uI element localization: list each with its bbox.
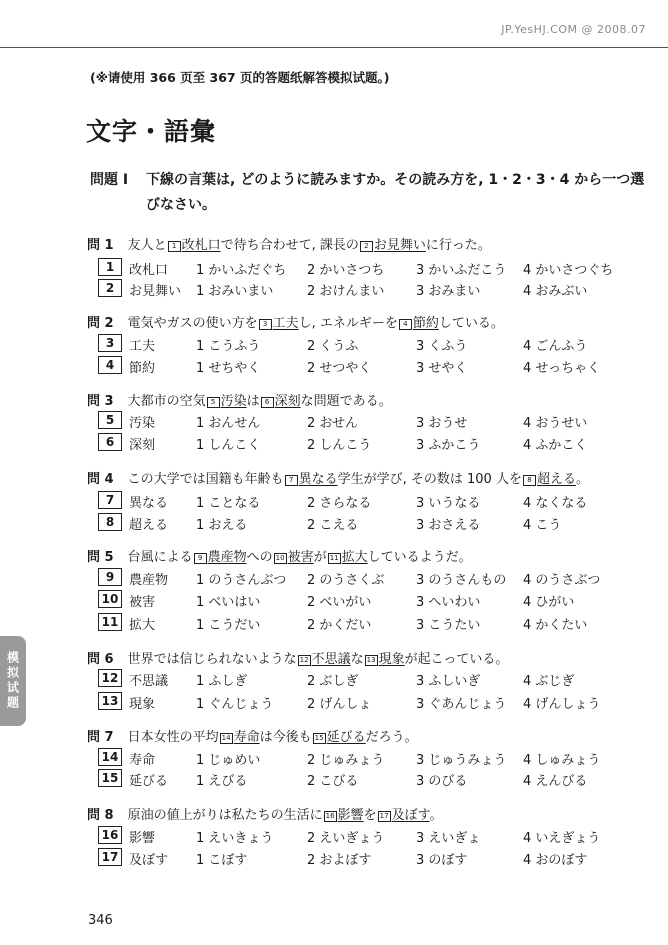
underlined-word: 寿命 — [233, 730, 260, 745]
answer-option[interactable]: 2 じゅみょう — [307, 753, 385, 768]
answer-row — [98, 513, 618, 533]
sentence-text: この大学では国籍も年齢も — [127, 472, 284, 487]
answer-option[interactable]: 1 かいふだぐち — [196, 263, 287, 278]
answer-option[interactable]: 4 おのぼす — [523, 853, 588, 868]
item-word: 汚染 — [129, 416, 156, 431]
answer-option[interactable]: 3 ぐあんじょう — [416, 697, 507, 712]
underlined-word: 拡大 — [341, 550, 368, 565]
answer-option[interactable]: 2 のうさくぶ — [307, 573, 385, 588]
answer-option[interactable]: 1 こうだい — [196, 618, 261, 633]
inline-number-box: 2 — [360, 241, 373, 252]
sentence-text: 電気やガスの使い方を — [127, 316, 258, 331]
answer-option[interactable]: 3 おみまい — [416, 284, 481, 299]
answer-option[interactable]: 2 かいさつち — [307, 263, 385, 278]
answer-option[interactable]: 3 ふかこう — [416, 438, 481, 453]
item-word: 節約 — [129, 361, 156, 376]
item-number-box: 9 — [98, 568, 122, 586]
underlined-word: 改札口 — [181, 238, 221, 253]
underlined-word: 異なる — [298, 472, 338, 487]
inline-number-box: 10 — [274, 553, 287, 564]
answer-option[interactable]: 3 じゅうみょう — [416, 753, 507, 768]
answer-option[interactable]: 4 ごんふう — [523, 339, 588, 354]
underlined-word: 超える — [536, 472, 576, 487]
answer-row — [98, 692, 618, 712]
underlined-word: 節約 — [412, 316, 439, 331]
answer-option[interactable]: 4 ふかこく — [523, 438, 588, 453]
answer-option[interactable]: 1 おみいまい — [196, 284, 274, 299]
question-label: 問 8 — [87, 808, 114, 823]
sentence-text: で待ち合わせて, 課長の — [220, 238, 359, 253]
answer-option[interactable]: 2 おけんまい — [307, 284, 385, 299]
item-word: 現象 — [129, 697, 156, 712]
item-number-box: 14 — [98, 748, 122, 766]
inline-number-box: 16 — [324, 811, 337, 822]
answer-option[interactable]: 1 ふしぎ — [196, 674, 248, 689]
item-word: 寿命 — [129, 753, 156, 768]
sentence-text: が起こっている。 — [404, 652, 509, 667]
sentence-text: な問題である。 — [300, 394, 392, 409]
answer-option[interactable]: 2 せつやく — [307, 361, 372, 376]
item-word: 工夫 — [129, 339, 156, 354]
inline-number-box: 15 — [313, 733, 326, 744]
question-label: 問 6 — [87, 652, 114, 667]
item-number-box: 17 — [98, 848, 122, 866]
answer-option[interactable]: 2 げんしょ — [307, 697, 372, 712]
underlined-word: 延びる — [326, 730, 366, 745]
underlined-word: 被害 — [287, 550, 314, 565]
answer-row — [98, 356, 618, 376]
answer-option[interactable]: 4 かいさつぐち — [523, 263, 614, 278]
sentence-text: は今後も — [259, 730, 312, 745]
answer-option[interactable]: 4 おうせい — [523, 416, 588, 431]
answer-option[interactable]: 2 かくだい — [307, 618, 372, 633]
underlined-word: 汚染 — [220, 394, 247, 409]
mondai-label: 問題 I — [90, 172, 129, 188]
answer-row — [98, 568, 618, 588]
watermark: JP.YesHJ.COM @ 2008.07 — [501, 23, 646, 36]
question-header — [87, 648, 508, 667]
answer-option[interactable]: 4 かくたい — [523, 618, 588, 633]
answer-option[interactable]: 3 のぼす — [416, 853, 468, 868]
item-number-box: 4 — [98, 356, 122, 374]
section-title: 文字・語彙 — [86, 117, 217, 146]
inline-number-box: 7 — [285, 475, 298, 486]
question-header — [87, 546, 472, 565]
item-word: 不思議 — [129, 674, 169, 689]
answer-option[interactable]: 3 せやく — [416, 361, 468, 376]
item-word: 被害 — [129, 595, 156, 610]
question-label: 問 5 — [87, 550, 114, 565]
item-word: 改札口 — [129, 263, 169, 278]
answer-option[interactable]: 3 ふしいぎ — [416, 674, 481, 689]
sentence-text: しているようだ。 — [367, 550, 472, 565]
underlined-word: 深刻 — [274, 394, 301, 409]
item-word: 深刻 — [129, 438, 156, 453]
item-number-box: 1 — [98, 258, 122, 276]
answer-row — [98, 411, 618, 431]
answer-option[interactable]: 1 おえる — [196, 518, 248, 533]
answer-row — [98, 279, 618, 299]
underlined-word: 不思議 — [311, 652, 351, 667]
sentence-text: 原油の値上がりは私たちの生活に — [127, 808, 323, 823]
answer-option[interactable]: 1 じゅめい — [196, 753, 261, 768]
answer-row — [98, 433, 618, 453]
sentence-text: は — [246, 394, 260, 409]
answer-option[interactable]: 1 えびる — [196, 774, 248, 789]
question-header — [87, 234, 491, 253]
question-header — [87, 468, 589, 487]
answer-row — [98, 613, 618, 633]
item-number-box: 8 — [98, 513, 122, 531]
sentence-text: し, エネルギーを — [298, 316, 398, 331]
answer-option[interactable]: 4 のうさぶつ — [523, 573, 601, 588]
answer-option[interactable]: 3 えいぎょ — [416, 831, 481, 846]
answer-option[interactable]: 4 げんしょう — [523, 697, 601, 712]
underlined-word: お見舞い — [373, 238, 426, 253]
item-word: 及ぼす — [129, 853, 169, 868]
answer-option[interactable]: 4 いえぎょう — [523, 831, 601, 846]
item-number-box: 5 — [98, 411, 122, 429]
answer-option[interactable]: 1 えいきょう — [196, 831, 274, 846]
answer-row — [98, 491, 618, 511]
item-word: 異なる — [129, 496, 169, 511]
answer-option[interactable]: 3 のうさんもの — [416, 573, 507, 588]
sentence-text: が — [313, 550, 327, 565]
answer-option[interactable]: 2 べいがい — [307, 595, 372, 610]
inline-number-box: 8 — [523, 475, 536, 486]
item-word: お見舞い — [129, 284, 182, 299]
sentence-text: 日本女性の平均 — [127, 730, 219, 745]
answer-option[interactable]: 1 ぐんじょう — [196, 697, 274, 712]
answer-option[interactable]: 2 おせん — [307, 416, 359, 431]
answer-option[interactable]: 2 えいぎょう — [307, 831, 385, 846]
item-number-box: 6 — [98, 433, 122, 451]
answer-option[interactable]: 3 おうせ — [416, 416, 468, 431]
question-label: 問 4 — [87, 472, 114, 487]
question-label: 問 1 — [87, 238, 114, 253]
answer-option[interactable]: 2 しんこう — [307, 438, 372, 453]
answer-option[interactable]: 3 いうなる — [416, 496, 481, 511]
inline-number-box: 6 — [261, 397, 274, 408]
underlined-word: 農産物 — [207, 550, 247, 565]
question-label: 問 3 — [87, 394, 114, 409]
inline-number-box: 17 — [378, 811, 391, 822]
answer-option[interactable]: 1 せちやく — [196, 361, 261, 376]
answer-option[interactable]: 4 ぶじぎ — [523, 674, 575, 689]
answer-option[interactable]: 2 およぼす — [307, 853, 372, 868]
inline-number-box: 13 — [365, 655, 378, 666]
sentence-text: を — [363, 808, 377, 823]
question-label: 問 2 — [87, 316, 114, 331]
item-number-box: 15 — [98, 769, 122, 787]
answer-option[interactable]: 3 こうたい — [416, 618, 481, 633]
answer-option[interactable]: 3 のびる — [416, 774, 468, 789]
inline-number-box: 12 — [298, 655, 311, 666]
item-number-box: 16 — [98, 826, 122, 844]
question-header — [87, 390, 392, 409]
answer-option[interactable]: 4 こう — [523, 518, 562, 533]
answer-row — [98, 848, 618, 868]
inline-number-box: 9 — [194, 553, 207, 564]
sentence-text: に行った。 — [425, 238, 491, 253]
sentence-text: への — [246, 550, 273, 565]
answer-row — [98, 826, 618, 846]
answer-option[interactable]: 3 くふう — [416, 339, 468, 354]
underlined-word: 影響 — [337, 808, 364, 823]
question-header — [87, 726, 418, 745]
item-word: 影響 — [129, 831, 156, 846]
sentence-text: な — [350, 652, 364, 667]
instruction-note: (※请使用 366 页至 367 页的答题纸解答模拟试题。) — [90, 70, 390, 85]
answer-option[interactable]: 1 おんせん — [196, 416, 261, 431]
inline-number-box: 11 — [328, 553, 341, 564]
answer-row — [98, 334, 618, 354]
question-header — [87, 804, 443, 823]
sentence-text: 大都市の空気 — [127, 394, 206, 409]
answer-row — [98, 590, 618, 610]
sentence-text: 世界では信じられないような — [127, 652, 297, 667]
item-word: 延びる — [129, 774, 169, 789]
underlined-word: 及ぼす — [391, 808, 430, 823]
item-number-box: 2 — [98, 279, 122, 297]
underlined-word: 現象 — [378, 652, 405, 667]
answer-option[interactable]: 3 へいわい — [416, 595, 481, 610]
answer-option[interactable]: 2 ぶしぎ — [307, 674, 359, 689]
answer-option[interactable]: 4 えんびる — [523, 774, 588, 789]
inline-number-box: 4 — [399, 319, 412, 330]
sentence-text: している。 — [438, 316, 504, 331]
item-word: 拡大 — [129, 618, 156, 633]
underlined-word: 工夫 — [272, 316, 299, 331]
sentence-text: 。 — [575, 472, 589, 487]
sentence-text: 友人と — [127, 238, 167, 253]
answer-option[interactable]: 4 ひがい — [523, 595, 575, 610]
inline-number-box: 5 — [207, 397, 220, 408]
item-word: 超える — [129, 518, 169, 533]
question-header — [87, 312, 504, 331]
answer-option[interactable]: 4 せっちゃく — [523, 361, 601, 376]
item-number-box: 10 — [98, 590, 122, 608]
answer-option[interactable]: 4 なくなる — [523, 496, 588, 511]
item-number-box: 7 — [98, 491, 122, 509]
sentence-text: 台風による — [127, 550, 193, 565]
answer-option[interactable]: 2 くうふ — [307, 339, 359, 354]
sentence-text: だろう。 — [365, 730, 418, 745]
answer-option[interactable]: 2 こびる — [307, 774, 359, 789]
answer-row — [98, 258, 618, 278]
item-number-box: 11 — [98, 613, 122, 631]
sentence-text: 学生が学び, その数は 100 人を — [337, 472, 522, 487]
answer-option[interactable]: 4 おみぶい — [523, 284, 588, 299]
sentence-text: 。 — [429, 808, 443, 823]
header-rule — [0, 47, 668, 48]
item-number-box: 13 — [98, 692, 122, 710]
answer-row — [98, 748, 618, 768]
answer-option[interactable]: 1 ことなる — [196, 496, 261, 511]
item-number-box: 12 — [98, 669, 122, 687]
inline-number-box: 3 — [259, 319, 272, 330]
answer-option[interactable]: 3 おさえる — [416, 518, 481, 533]
side-tab: 模拟试题 — [0, 636, 26, 726]
answer-option[interactable]: 4 しゅみょう — [523, 753, 601, 768]
answer-option[interactable]: 2 こえる — [307, 518, 359, 533]
answer-option[interactable]: 3 かいふだこう — [416, 263, 507, 278]
page-number: 346 — [88, 913, 113, 928]
inline-number-box: 1 — [168, 241, 181, 252]
answer-option[interactable]: 1 こうふう — [196, 339, 261, 354]
answer-option[interactable]: 1 こぼす — [196, 853, 248, 868]
answer-option[interactable]: 1 のうさんぶつ — [196, 573, 287, 588]
question-label: 問 7 — [87, 730, 114, 745]
mondai-instruction: 下線の言葉は, どのように読みますか。その読み方を, 1・2・3・4 から一つ選びなさい。 — [146, 172, 645, 213]
inline-number-box: 14 — [220, 733, 233, 744]
item-number-box: 3 — [98, 334, 122, 352]
answer-option[interactable]: 2 さらなる — [307, 496, 372, 511]
answer-row — [98, 769, 618, 789]
item-word: 農産物 — [129, 573, 169, 588]
answer-option[interactable]: 1 しんこく — [196, 438, 261, 453]
answer-option[interactable]: 1 べいはい — [196, 595, 261, 610]
answer-row — [98, 669, 618, 689]
